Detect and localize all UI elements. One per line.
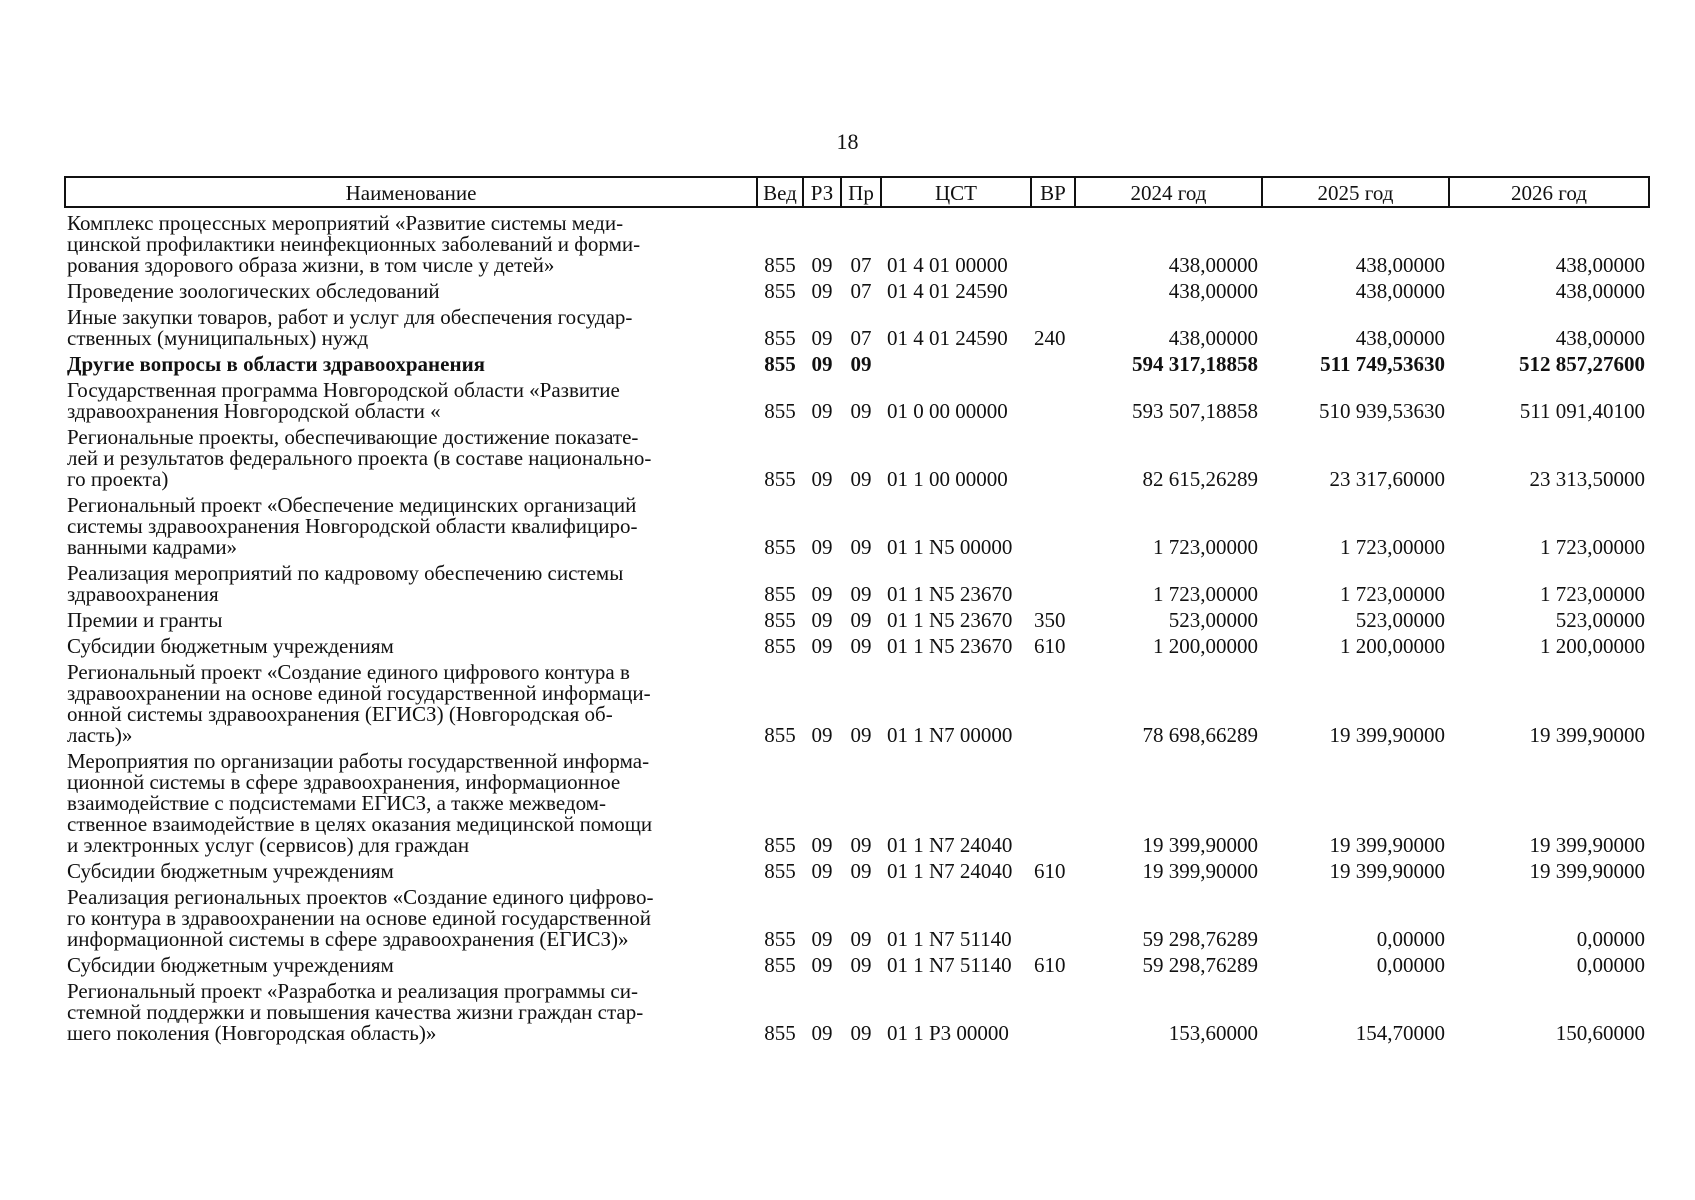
- cell-y2025: 438,00000: [1355, 326, 1445, 350]
- table-row: [65, 558, 1649, 605]
- cell-cst: 01 1 N7 51140: [887, 953, 1012, 977]
- cell-ved: 855: [764, 535, 796, 559]
- cell-y2024: 1 200,00000: [1153, 634, 1258, 658]
- cell-pr: 09: [850, 723, 872, 747]
- cell-y2025: 0,00000: [1376, 927, 1445, 951]
- cell-pr: 09: [850, 608, 872, 632]
- cell-vr: 610: [1034, 634, 1066, 658]
- cell-y2024: 593 507,18858: [1132, 399, 1258, 423]
- cell-pr: 09: [850, 352, 872, 376]
- cell-cst: 01 1 N7 00000: [887, 723, 1013, 747]
- cell-cst: 01 1 N7 51140: [887, 927, 1012, 951]
- table-row: [65, 856, 1649, 882]
- cell-pr: 09: [850, 582, 872, 606]
- cell-y2026: 0,00000: [1576, 953, 1645, 977]
- cell-rz: 09: [811, 253, 833, 277]
- cell-y2025: 511 749,53630: [1320, 352, 1445, 376]
- cell-rz: 09: [811, 927, 833, 951]
- cell-y2026: 438,00000: [1555, 326, 1645, 350]
- cell-y2025: 438,00000: [1355, 279, 1445, 303]
- budget-table: [64, 176, 1650, 1044]
- cell-vr: [1031, 657, 1075, 746]
- cell-name: Проведение зоологических обследований: [67, 279, 440, 303]
- table-body: [65, 207, 1649, 1044]
- cell-y2026: 1 723,00000: [1540, 535, 1645, 559]
- header-2025: 2025 год: [1262, 177, 1449, 207]
- cell-y2025: 1 200,00000: [1340, 634, 1445, 658]
- cell-cst: 01 1 P3 00000: [887, 1021, 1009, 1045]
- cell-cst: 01 1 N5 23670: [887, 582, 1013, 606]
- table-header-row: [65, 177, 1649, 207]
- table-row: [65, 950, 1649, 976]
- cell-rz: 09: [811, 352, 833, 376]
- cell-y2026: 523,00000: [1555, 608, 1645, 632]
- cell-pr: 07: [850, 326, 872, 350]
- cell-pr: 09: [850, 859, 872, 883]
- cell-y2026: 512 857,27600: [1519, 352, 1645, 376]
- header-cst: ЦСТ: [881, 177, 1031, 207]
- cell-rz: 09: [811, 326, 833, 350]
- cell-name: Региональный проект «Обеспечение медицинских организаций системы здравоохранения Новгородской области квалифициро- ванными кадрами»: [67, 493, 638, 559]
- cell-vr: 610: [1034, 859, 1066, 883]
- cell-y2025: 1 723,00000: [1340, 582, 1445, 606]
- cell-ved: 855: [764, 608, 796, 632]
- cell-ved: 855: [764, 253, 796, 277]
- cell-cst: 01 1 N5 00000: [887, 535, 1013, 559]
- cell-pr: 09: [850, 953, 872, 977]
- cell-y2025: 19 399,90000: [1329, 723, 1445, 747]
- cell-y2024: 19 399,90000: [1142, 833, 1258, 857]
- cell-y2024: 594 317,18858: [1132, 352, 1258, 376]
- cell-vr: [1031, 746, 1075, 856]
- header-2024: 2024 год: [1075, 177, 1262, 207]
- cell-y2024: 523,00000: [1168, 608, 1258, 632]
- cell-rz: 09: [811, 634, 833, 658]
- cell-y2025: 19 399,90000: [1329, 859, 1445, 883]
- cell-pr: 09: [850, 467, 872, 491]
- cell-pr: 07: [850, 279, 872, 303]
- cell-vr: 240: [1034, 326, 1066, 350]
- cell-vr: [1031, 558, 1075, 605]
- cell-name: Региональный проект «Создание единого цифрового контура в здравоохранении на основе единой государственной информаци- онной системы здравоохранения (ЕГИСЗ) (Новгородская об- ласть)»: [67, 660, 651, 747]
- cell-name: Комплекс процессных мероприятий «Развитие системы меди- цинской профилактики неинфекционных заболеваний и форми- рования здорового образа жизни, в том числе у детей»: [67, 211, 641, 277]
- table-row: [65, 207, 1649, 276]
- cell-cst: 01 1 N5 23670: [887, 608, 1013, 632]
- cell-cst: 01 4 01 00000: [887, 253, 1008, 277]
- cell-vr: 350: [1034, 608, 1066, 632]
- cell-y2024: 438,00000: [1168, 279, 1258, 303]
- cell-y2025: 23 317,60000: [1329, 467, 1445, 491]
- cell-rz: 09: [811, 279, 833, 303]
- cell-cst: [881, 349, 1031, 375]
- cell-pr: 09: [850, 399, 872, 423]
- cell-cst: 01 0 00 00000: [887, 399, 1008, 423]
- cell-y2026: 19 399,90000: [1529, 723, 1645, 747]
- table-row: [65, 490, 1649, 558]
- cell-pr: 09: [850, 1021, 872, 1045]
- cell-y2026: 150,60000: [1555, 1021, 1645, 1045]
- cell-ved: 855: [764, 352, 796, 376]
- cell-y2024: 153,60000: [1168, 1021, 1258, 1045]
- cell-y2025: 154,70000: [1355, 1021, 1445, 1045]
- cell-ved: 855: [764, 399, 796, 423]
- cell-y2024: 438,00000: [1168, 326, 1258, 350]
- cell-vr: 610: [1034, 953, 1066, 977]
- table-row: [65, 375, 1649, 422]
- cell-y2024: 59 298,76289: [1142, 927, 1258, 951]
- cell-ved: 855: [764, 582, 796, 606]
- cell-rz: 09: [811, 582, 833, 606]
- cell-pr: 09: [850, 833, 872, 857]
- cell-name: Иные закупки товаров, работ и услуг для обеспечения государ- ственных (муниципальных) нужд: [67, 305, 633, 350]
- table-row: [65, 302, 1649, 349]
- cell-ved: 855: [764, 634, 796, 658]
- table-row: [65, 349, 1649, 375]
- page-number: 18: [836, 129, 859, 154]
- cell-name: Мероприятия по организации работы государственной информа- ционной системы в сфере здравоохранения, информационное взаимодействие с подсистемами ЕГИСЗ, а также межведом- ственное взаимодействие в целях оказания медицинской помощи и электронных услуг (сервисов) для граждан: [67, 749, 653, 857]
- cell-name: Реализация региональных проектов «Создание единого цифрово- го контура в здравоохранении на основе единой государственной информационной системы в сфере здравоохранения (ЕГИСЗ)»: [67, 885, 654, 951]
- cell-name: Субсидии бюджетным учреждениям: [67, 859, 394, 883]
- cell-rz: 09: [811, 859, 833, 883]
- cell-ved: 855: [764, 723, 796, 747]
- cell-rz: 09: [811, 833, 833, 857]
- cell-vr: [1031, 490, 1075, 558]
- cell-cst: 01 1 N5 23670: [887, 634, 1013, 658]
- table-row: [65, 657, 1649, 746]
- cell-rz: 09: [811, 467, 833, 491]
- cell-y2026: 23 313,50000: [1529, 467, 1645, 491]
- cell-ved: 855: [764, 953, 796, 977]
- cell-vr: [1031, 349, 1075, 375]
- cell-vr: [1031, 422, 1075, 490]
- cell-vr: [1031, 375, 1075, 422]
- table-row: [65, 605, 1649, 631]
- cell-y2026: 438,00000: [1555, 279, 1645, 303]
- cell-ved: 855: [764, 467, 796, 491]
- cell-ved: 855: [764, 326, 796, 350]
- cell-rz: 09: [811, 723, 833, 747]
- cell-cst: 01 4 01 24590: [887, 326, 1008, 350]
- cell-ved: 855: [764, 279, 796, 303]
- header-name: Наименование: [65, 177, 757, 207]
- table-row: [65, 631, 1649, 657]
- cell-vr: [1031, 882, 1075, 950]
- cell-y2025: 523,00000: [1355, 608, 1445, 632]
- cell-y2024: 438,00000: [1168, 253, 1258, 277]
- cell-name: Субсидии бюджетным учреждениям: [67, 953, 394, 977]
- cell-cst: 01 1 N7 24040: [887, 859, 1013, 883]
- table-row: [65, 882, 1649, 950]
- cell-pr: 09: [850, 535, 872, 559]
- header-rz: РЗ: [803, 177, 841, 207]
- cell-rz: 09: [811, 1021, 833, 1045]
- cell-name: Премии и гранты: [67, 608, 223, 632]
- table-row: [65, 422, 1649, 490]
- header-ved: Вед: [757, 177, 803, 207]
- cell-rz: 09: [811, 953, 833, 977]
- cell-y2025: 510 939,53630: [1319, 399, 1445, 423]
- cell-name: Реализация мероприятий по кадровому обеспечению системы здравоохранения: [67, 561, 624, 606]
- cell-y2026: 19 399,90000: [1529, 833, 1645, 857]
- cell-rz: 09: [811, 399, 833, 423]
- cell-vr: [1031, 207, 1075, 276]
- cell-y2025: 0,00000: [1376, 953, 1445, 977]
- cell-vr: [1031, 276, 1075, 302]
- cell-cst: 01 1 N7 24040: [887, 833, 1013, 857]
- cell-y2026: 1 200,00000: [1540, 634, 1645, 658]
- cell-y2026: 438,00000: [1555, 253, 1645, 277]
- cell-name: Субсидии бюджетным учреждениям: [67, 634, 394, 658]
- table-row: [65, 276, 1649, 302]
- cell-ved: 855: [764, 833, 796, 857]
- cell-y2025: 1 723,00000: [1340, 535, 1445, 559]
- header-vr: ВР: [1031, 177, 1075, 207]
- cell-rz: 09: [811, 608, 833, 632]
- cell-rz: 09: [811, 535, 833, 559]
- cell-y2024: 82 615,26289: [1142, 467, 1258, 491]
- table-row: [65, 746, 1649, 856]
- cell-y2025: 19 399,90000: [1329, 833, 1445, 857]
- cell-cst: 01 1 00 00000: [887, 467, 1008, 491]
- cell-y2026: 511 091,40100: [1519, 399, 1645, 423]
- cell-ved: 855: [764, 927, 796, 951]
- header-pr: Пр: [841, 177, 881, 207]
- cell-ved: 855: [764, 859, 796, 883]
- cell-pr: 09: [850, 927, 872, 951]
- cell-y2024: 1 723,00000: [1153, 582, 1258, 606]
- cell-name: Другие вопросы в области здравоохранения: [67, 352, 486, 376]
- table-row: [65, 976, 1649, 1044]
- cell-ved: 855: [764, 1021, 796, 1045]
- cell-name: Региональные проекты, обеспечивающие достижение показате- лей и результатов федерального проекта (в составе национально- го проекта): [67, 425, 652, 491]
- cell-pr: 07: [850, 253, 872, 277]
- cell-y2026: 19 399,90000: [1529, 859, 1645, 883]
- cell-y2024: 19 399,90000: [1142, 859, 1258, 883]
- cell-y2024: 59 298,76289: [1142, 953, 1258, 977]
- cell-cst: 01 4 01 24590: [887, 279, 1008, 303]
- cell-y2024: 1 723,00000: [1153, 535, 1258, 559]
- cell-y2026: 0,00000: [1576, 927, 1645, 951]
- cell-vr: [1031, 976, 1075, 1044]
- header-2026: 2026 год: [1449, 177, 1649, 207]
- cell-y2026: 1 723,00000: [1540, 582, 1645, 606]
- cell-pr: 09: [850, 634, 872, 658]
- cell-y2025: 438,00000: [1355, 253, 1445, 277]
- cell-y2024: 78 698,66289: [1142, 723, 1258, 747]
- cell-name: Государственная программа Новгородской области «Развитие здравоохранения Новгородской области «: [67, 378, 620, 423]
- cell-name: Региональный проект «Разработка и реализация программы си- стемной поддержки и повышения качества жизни граждан стар- шего поколения (Новгородская область)»: [67, 979, 644, 1045]
